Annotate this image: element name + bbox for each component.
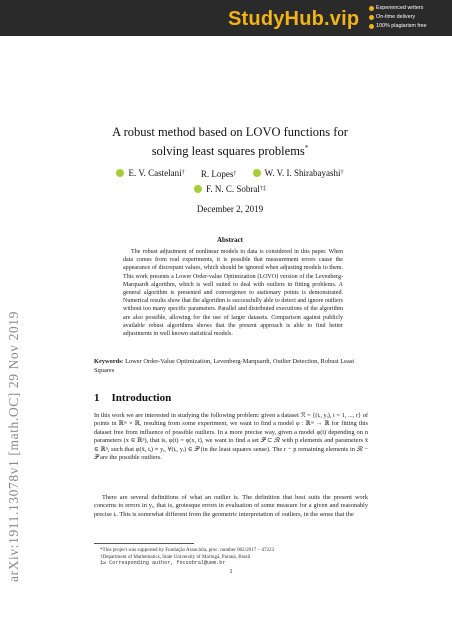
section-title: Introduction xyxy=(111,392,172,404)
perk-label: Experienced writers xyxy=(376,5,424,11)
author-lopes xyxy=(201,169,237,179)
author-name: F. N. C. Sobral xyxy=(206,184,260,194)
author-affil-mark: † xyxy=(233,171,237,177)
orcid-icon[interactable] xyxy=(194,185,202,193)
footnote-rule xyxy=(94,543,194,544)
orcid-icon[interactable] xyxy=(116,169,124,177)
author-sobral xyxy=(194,184,266,194)
footnote-funding: *This project was supported by Fundação Araucária, proc. number 002/2017 – 47223 xyxy=(100,547,275,553)
paper-title-line-1: A robust method based on LOVO functions for xyxy=(112,125,348,139)
check-icon xyxy=(369,24,374,29)
footnote-affiliation: †Department of Mathematics, State University of Maringá, Paraná, Brasil xyxy=(100,553,251,560)
author-name: R. Lopes xyxy=(200,169,234,179)
author-castelani xyxy=(116,168,184,178)
keywords xyxy=(94,358,368,375)
check-icon xyxy=(369,6,374,11)
body-paragraph: There are several definitions of what an outlier is. The definition that best suits the present work concerns to errors in yᵢ, that is, grotesque errors in evaluation of some measure for a given and reasonably precise tᵢ. This is somewhat different from the geometric interpretation of outliers, in the sense that the xyxy=(94,494,368,518)
abstract-heading: Abstract xyxy=(216,236,244,244)
banner-perks xyxy=(369,4,451,31)
perk-label: On-time delivery xyxy=(376,14,416,20)
arxiv-side-stamp: arXiv:1911.13078v1 [math.OC] 29 Nov 2019 xyxy=(6,311,21,582)
author-list-line-2 xyxy=(60,184,400,195)
page-number: 1 xyxy=(229,568,233,575)
keywords-label: Keywords xyxy=(94,358,122,365)
paper-date: December 2, 2019 xyxy=(196,204,264,214)
body-paragraph: In this work we are interested in studying the following problem: given a dataset ℛ = {(tᵢ, yᵢ), i = 1, ..., r} of points in ℝᵐ × ℝ, resulting from some experiment, we want to find a model φ : ℝᵐ → ℝ for fitting this dataset free from influence of possible outliers. In a more precise way, given a model φ(t) depending on n parameters (x ∈ ℝⁿ), that is, φ(t) = φ(x, t), we want to find a set 𝒫 ⊂ ℛ with p elements and parameters x̄ ∈ ℝⁿ, such that φ(x̄, tᵢ) ≈ yᵢ, ∀(tᵢ, yᵢ) ∈ 𝒫 (in the least squares sense). The r − p remaining elements in ℛ − 𝒫 are the possible outliers. xyxy=(94,412,368,462)
perk-item xyxy=(369,4,451,13)
perk-label: 100% plagiarism free xyxy=(376,23,427,29)
section-heading xyxy=(94,392,171,404)
author-shirabayashi xyxy=(253,168,344,178)
author-name: E. V. Castelani xyxy=(128,168,182,178)
author-affil-mark: † xyxy=(181,170,185,176)
ad-banner[interactable] xyxy=(0,0,452,36)
check-icon xyxy=(369,15,374,20)
title-footnote-marker: * xyxy=(304,144,309,152)
keywords-text: : Lower Order-Value Optimization, Levenberg-Marquardt, Outlier Detection, Robust Least Squares xyxy=(94,358,355,374)
abstract-text: The robust adjustment of nonlinear models to data is considered in this paper. When data comes from real experiments, it is possible that measurement errors cause the appearance of discrepant values, which should be ignored when adjusting models to them. This work presents a Lower Order-value Optimization (LOVO) version of the Levenberg-Marquardt algorithm, which is well suited to deal with outliers in fitting problems. A general algorithm is presented and convergence to stationary points is demonstrated. Numerical results show that the algorithm is successfully able to detect and ignore outliers without too many specific parameters. Parallel and distributed executions of the algorithm are also possible, allowing for the use of larger datasets. Comparison against publicly available robust algorithms shows that the present approach is able to find better adjustments in well known statistical models. xyxy=(123,249,343,338)
author-affil-mark: †‡ xyxy=(259,186,266,192)
paper-title-text: solving least squares problems xyxy=(151,144,305,159)
footnotes xyxy=(94,547,368,567)
paper-title-line-2 xyxy=(60,140,400,159)
studyhub-logo[interactable]: StudyHub.vip xyxy=(228,8,360,30)
section-number: 1 xyxy=(94,392,100,404)
author-name: W. V. I. Shirabayashi xyxy=(264,168,341,178)
orcid-icon[interactable] xyxy=(253,169,261,177)
perk-item xyxy=(369,22,451,31)
footnote-corresponding[interactable]: ‡✉ Corresponding author, fncsobral@uem.br xyxy=(100,560,226,567)
author-list xyxy=(60,168,400,179)
author-affil-mark: † xyxy=(340,170,344,176)
perk-item xyxy=(369,13,451,22)
